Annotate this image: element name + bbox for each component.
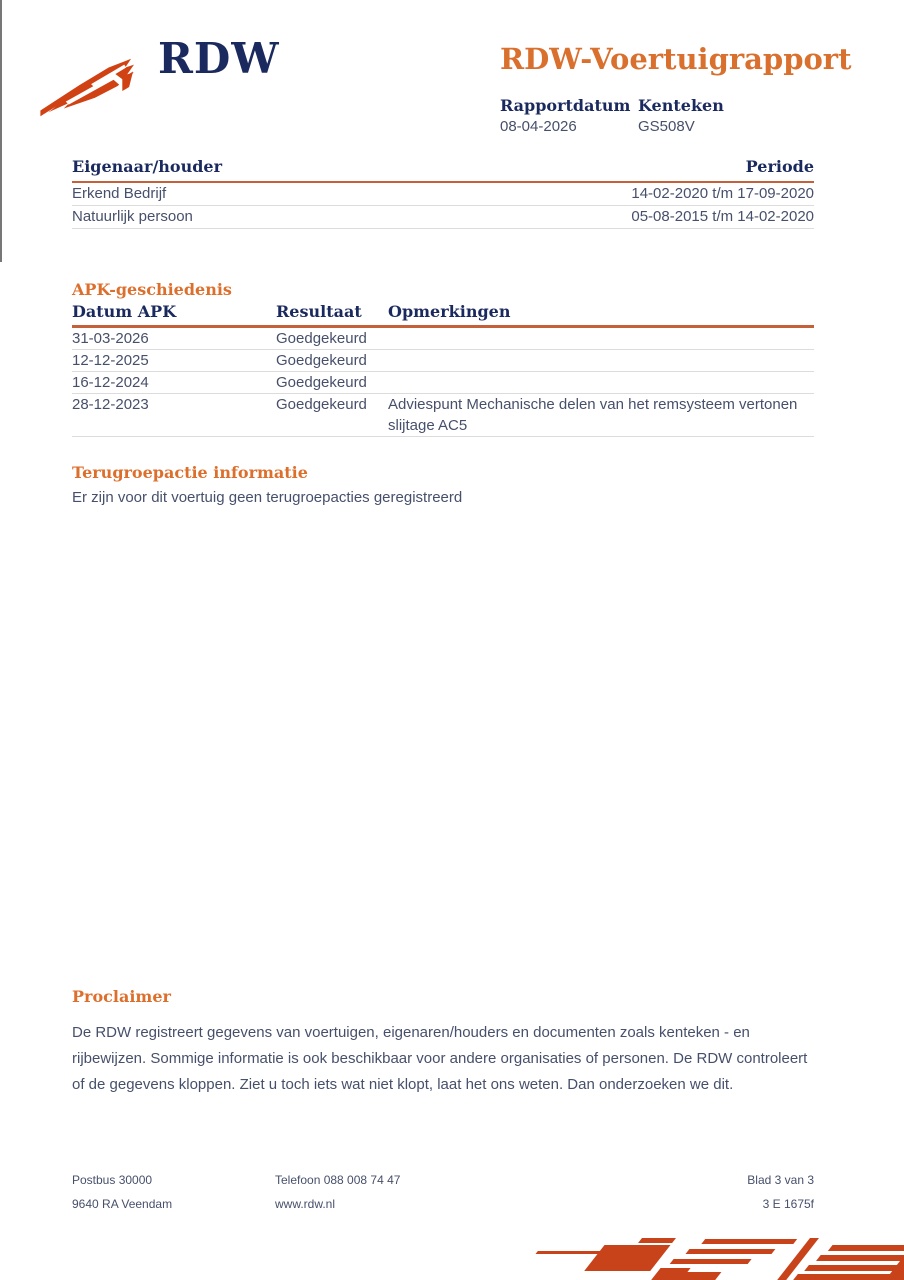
report-date-value: 08-04-2026	[500, 118, 577, 135]
owner-name: Erkend Bedrijf	[72, 185, 167, 202]
owner-row	[72, 183, 814, 206]
footer-city: 9640 RA Veendam	[72, 1197, 173, 1211]
page-title: RDW-Voertuigrapport	[500, 42, 852, 76]
apk-datum: 16-12-2024	[72, 374, 149, 391]
owner-heading: Eigenaar/houder	[72, 157, 223, 176]
apk-table-row	[72, 372, 814, 394]
footer-phone: Telefoon 088 008 74 47	[275, 1173, 401, 1187]
apk-col-datum: Datum APK	[72, 302, 177, 321]
license-plate-block	[638, 96, 776, 137]
owner-section	[72, 158, 814, 229]
proclaimer-section	[72, 988, 814, 1098]
report-date-label: Rapportdatum	[500, 96, 631, 115]
apk-opmerkingen	[388, 328, 808, 349]
apk-opmerkingen	[388, 350, 808, 371]
owner-period: 14-02-2020 t/m 17-09-2020	[631, 185, 814, 202]
page-footer	[72, 1168, 814, 1216]
apk-datum: 12-12-2025	[72, 352, 149, 369]
recall-section	[72, 464, 814, 508]
report-meta	[500, 96, 776, 137]
owner-name: Natuurlijk persoon	[72, 208, 193, 225]
apk-table-row	[72, 350, 814, 372]
proclaimer-heading: Proclaimer	[72, 987, 171, 1006]
apk-col-opmerkingen: Opmerkingen	[388, 302, 511, 321]
apk-col-resultaat: Resultaat	[276, 302, 362, 321]
apk-datum: 28-12-2023	[72, 396, 149, 413]
rdw-feather-logo-icon	[36, 50, 154, 128]
report-date-block	[500, 96, 638, 137]
footer-page-number: Blad 3 van 3	[747, 1173, 814, 1187]
recall-text: Er zijn voor dit voertuig geen terugroepacties geregistreerd	[72, 489, 463, 506]
speed-stripes-decoration-icon	[520, 1238, 904, 1280]
apk-table-row	[72, 394, 814, 437]
apk-heading: APK-geschiedenis	[72, 280, 232, 299]
apk-resultaat: Goedgekeurd	[276, 352, 367, 369]
footer-page-info	[747, 1168, 814, 1216]
owner-section-header	[72, 158, 814, 183]
apk-resultaat: Goedgekeurd	[276, 374, 367, 391]
footer-form-code: 3 E 1675f	[762, 1197, 814, 1211]
apk-resultaat: Goedgekeurd	[276, 330, 367, 347]
apk-datum: 31-03-2026	[72, 330, 149, 347]
footer-address	[72, 1168, 275, 1216]
apk-history-section	[72, 281, 814, 437]
period-heading: Periode	[745, 157, 814, 176]
footer-contact	[275, 1168, 747, 1216]
license-plate-value: GS508V	[638, 118, 695, 135]
apk-opmerkingen: Adviespunt Mechanische delen van het remsysteem vertonen slijtage AC5	[388, 396, 798, 434]
rdw-logo-text: RDW	[158, 34, 280, 83]
license-plate-label: Kenteken	[638, 96, 724, 115]
footer-website: www.rdw.nl	[275, 1197, 336, 1211]
recall-heading: Terugroepactie informatie	[72, 463, 308, 482]
apk-resultaat: Goedgekeurd	[276, 396, 367, 413]
owner-row	[72, 206, 814, 229]
owner-period: 05-08-2015 t/m 14-02-2020	[631, 208, 814, 225]
apk-table-header	[72, 303, 814, 328]
footer-postbus: Postbus 30000	[72, 1173, 153, 1187]
proclaimer-text: De RDW registreert gegevens van voertuigen, eigenaren/houders en documenten zoals kenteken - en rijbewijzen. Sommige informatie is ook beschikbaar voor andere organisaties of personen. De RDW controleert of de gegevens kloppen. Ziet u toch iets wat niet klopt, laat het ons weten. Dan onderzoeken we dit.	[72, 1024, 808, 1093]
apk-table-row	[72, 328, 814, 350]
apk-opmerkingen	[388, 372, 808, 393]
scan-edge-artifact	[0, 0, 2, 262]
